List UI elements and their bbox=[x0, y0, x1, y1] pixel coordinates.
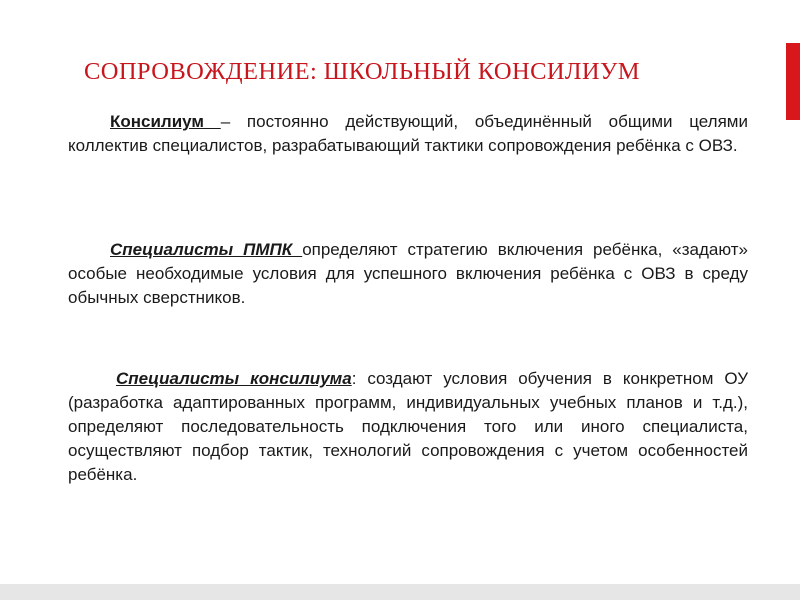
paragraph-pmpk bbox=[68, 238, 748, 310]
definition-konsilium-specialists: : создают условия обучения в конкретном ОУ (разработка адаптированных программ, индивидуальных учебных планов и т.д.), определяют последовательность подключения того или иного специалиста, осуществляют подбор тактик, технологий сопровождения с учетом особенностей ребёнка. bbox=[68, 369, 748, 484]
slide-title: СОПРОВОЖДЕНИЕ: ШКОЛЬНЫЙ КОНСИЛИУМ bbox=[84, 58, 640, 85]
bottom-rule bbox=[0, 584, 800, 600]
term-konsilium-specialists: Специалисты консилиума bbox=[116, 369, 352, 388]
paragraph-konsilium bbox=[68, 110, 748, 158]
term-konsilium: Консилиум bbox=[110, 112, 221, 131]
definition-konsilium: – постоянно действующий, объединённый общими целями коллектив специалистов, разрабатывающий тактики сопровождения ребёнка с ОВЗ. bbox=[68, 112, 748, 155]
paragraph-konsilium-specialists bbox=[68, 367, 748, 487]
term-pmpk: Специалисты ПМПК bbox=[110, 240, 303, 259]
accent-bar bbox=[786, 43, 800, 120]
definition-pmpk: определяют стратегию включения ребёнка, «задают» особые необходимые условия для успешного включения ребёнка с ОВЗ в среду обычных сверстников. bbox=[68, 240, 748, 307]
